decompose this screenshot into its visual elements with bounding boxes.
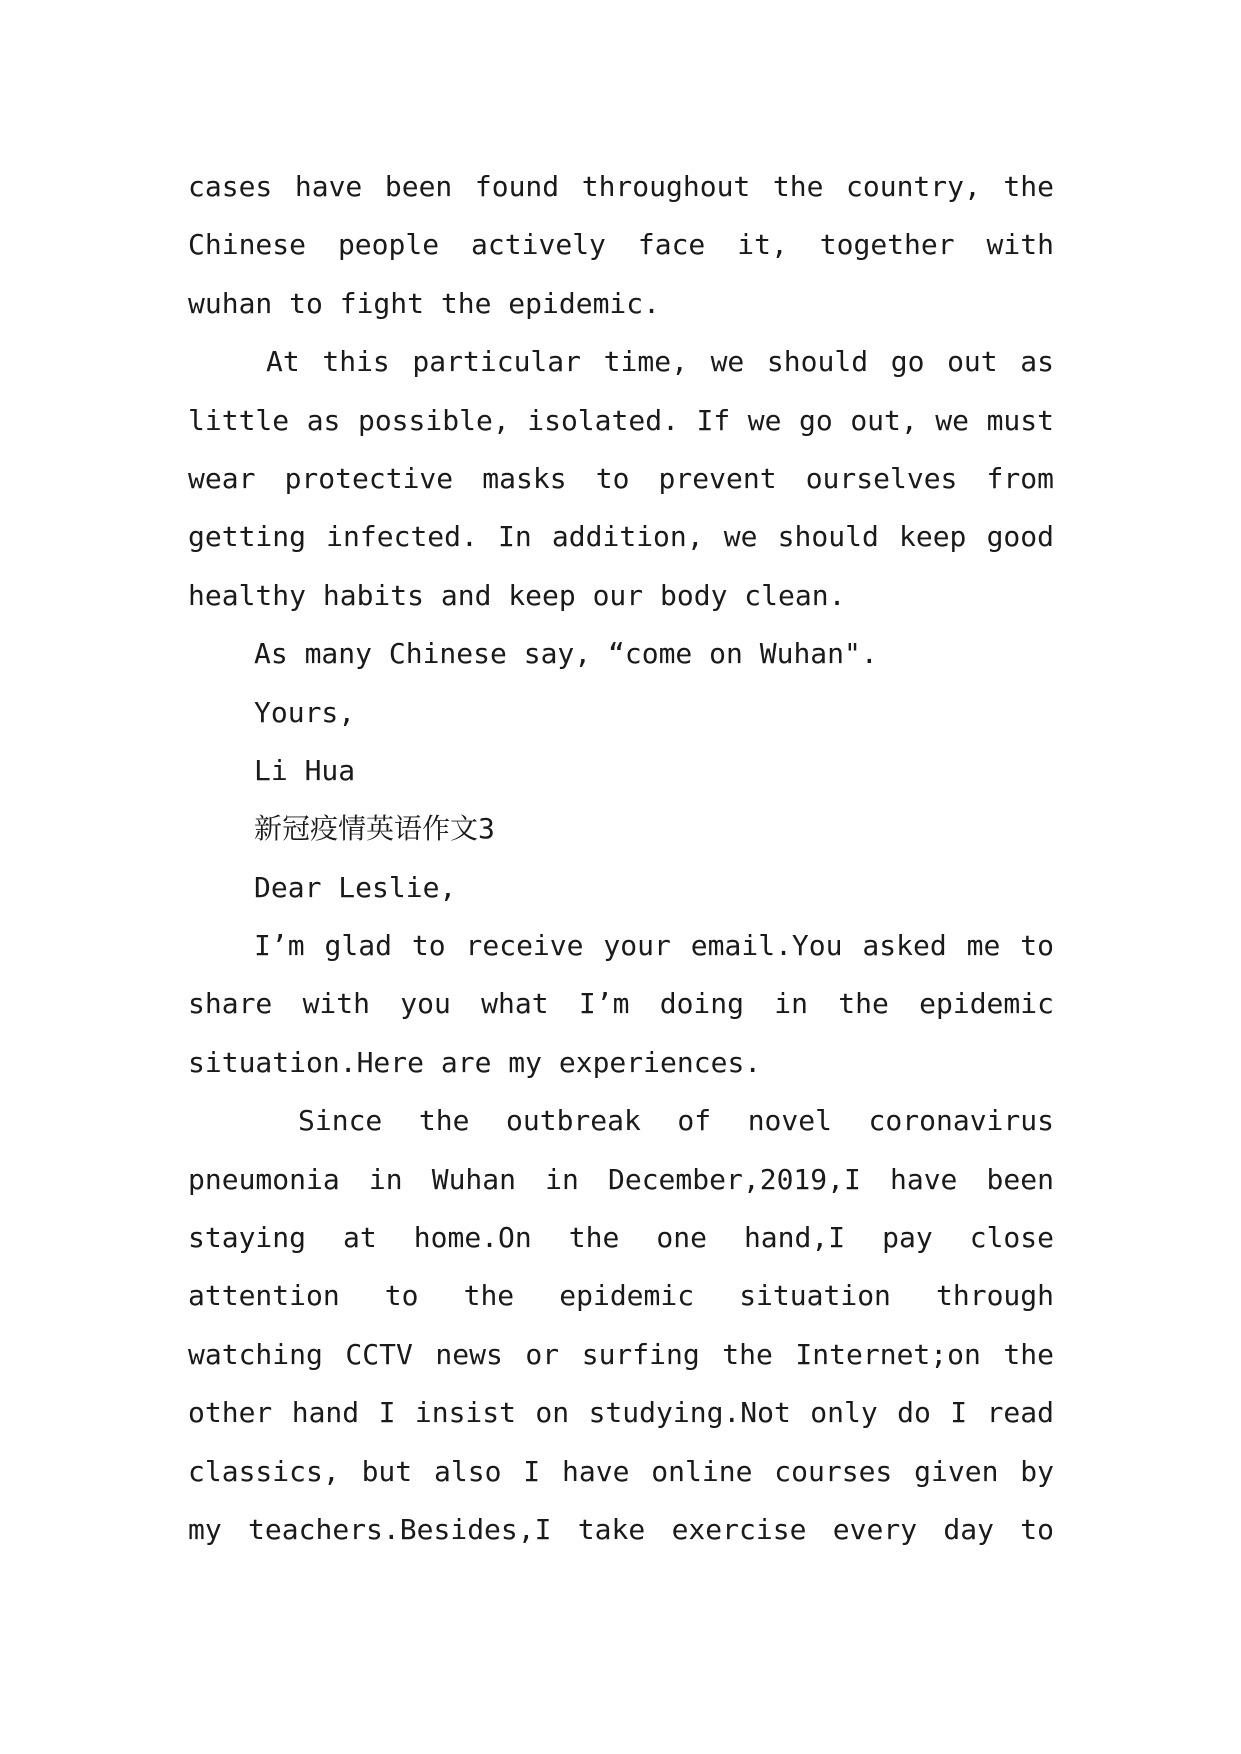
text-line: watching CCTV news or surfing the Internet;on the [188,1337,1054,1371]
text-line: staying at home.On the one hand,I pay close [188,1221,1054,1255]
salutation-line: Dear Leslie, [254,870,457,904]
text-line: wuhan to fight the epidemic. [188,286,661,320]
paragraph-start-line: Since the outbreak of novel coronavirus [298,1104,1054,1138]
text-line: getting infected. In addition, we should keep good [188,520,1054,554]
text-line: wear protective masks to prevent ourselves from [188,461,1054,495]
text-line: Chinese people actively face it, together with [188,228,1054,262]
paragraph-start-line: I’m glad to receive your email.You asked me to [254,929,1054,963]
text-line: little as possible, isolated. If we go out, we must [188,403,1054,437]
text-line: classics, but also I have online courses given by [188,1454,1054,1488]
text-line: cases have been found throughout the country, the [188,170,1054,203]
section-heading: 新冠疫情英语作文3 [254,812,495,846]
text-line: my teachers.Besides,I take exercise every day to [188,1512,1054,1546]
document-page [188,158,1054,1559]
paragraph-start-line: At this particular time, we should go out as [266,345,1054,379]
text-line: other hand I insist on studying.Not only do I read [188,1396,1054,1430]
text-line: healthy habits and keep our body clean. [188,578,846,612]
quote-line: As many Chinese say, “come on Wuhan". [254,637,878,671]
text-line: situation.Here are my experiences. [188,1045,762,1079]
closing-line: Yours, [254,695,356,729]
text-line: share with you what I’m doing in the epidemic [188,987,1054,1021]
text-line: attention to the epidemic situation through [188,1279,1054,1313]
text-line: pneumonia in Wuhan in December,2019,I have been [188,1162,1054,1196]
signature-line: Li Hua [254,753,356,787]
